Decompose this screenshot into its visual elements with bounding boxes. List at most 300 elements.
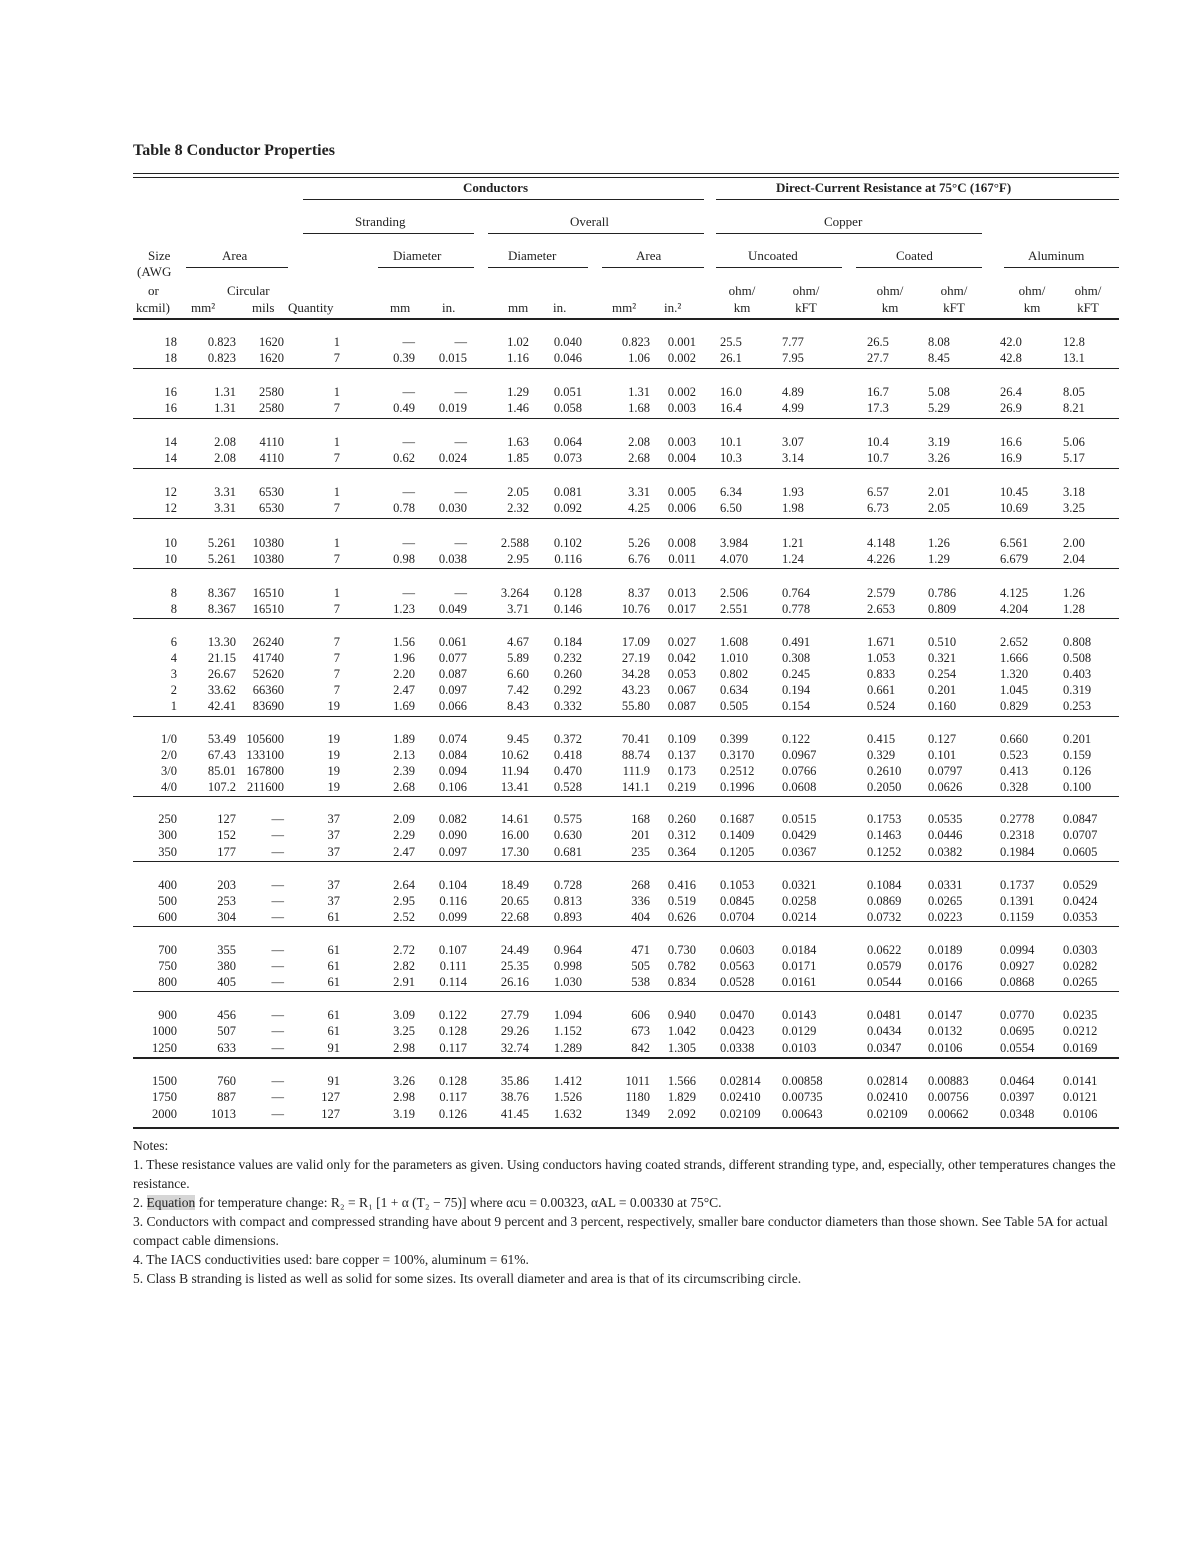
cell-overall-diameter-in: 0.998 [553, 959, 582, 973]
cell-coated-ohm-km: 2.579 [867, 586, 896, 600]
cell-size: 8 [170, 586, 177, 600]
cell-stranding-quantity: 7 [333, 501, 340, 515]
cell-overall-diameter-mm: 5.89 [507, 651, 529, 665]
note-2 [133, 1193, 1119, 1212]
cell-overall-diameter-in: 0.528 [553, 780, 582, 794]
cell-overall-diameter-in: 0.102 [553, 536, 582, 550]
cell-aluminum-ohm-kft: 0.159 [1063, 748, 1092, 762]
cell-area-circular-mils: — [271, 943, 284, 957]
cell-aluminum-ohm-km: 16.9 [1000, 451, 1022, 465]
cell-size: 400 [158, 878, 177, 892]
cell-uncoated-ohm-km: 1.608 [720, 635, 749, 649]
cell-coated-ohm-kft: 0.00883 [928, 1074, 969, 1088]
cell-stranding-quantity: 37 [327, 894, 340, 908]
cell-stranding-diameter-in: 0.038 [438, 552, 467, 566]
cell-uncoated-ohm-kft: 0.0214 [782, 910, 817, 924]
cell-aluminum-ohm-km: 0.2318 [1000, 828, 1035, 842]
cell-coated-ohm-kft: 0.00756 [928, 1090, 969, 1104]
cell-overall-diameter-mm: 2.05 [507, 485, 529, 499]
cell-overall-area-in2: 0.834 [667, 975, 696, 989]
cell-stranding-diameter-mm: — [402, 536, 415, 550]
cell-stranding-diameter-mm: 0.49 [393, 401, 415, 415]
cell-size: 1500 [152, 1074, 177, 1088]
cell-overall-diameter-mm: 17.30 [500, 845, 529, 859]
cell-size: 1/0 [161, 732, 177, 746]
cell-stranding-diameter-mm: 2.98 [393, 1090, 415, 1104]
cell-coated-ohm-km: 27.7 [867, 351, 889, 365]
cell-uncoated-ohm-km: 0.1687 [720, 812, 755, 826]
cell-stranding-quantity: 7 [333, 651, 340, 665]
rule-uncoated [716, 267, 842, 268]
cell-coated-ohm-km: 0.2610 [867, 764, 902, 778]
cell-overall-diameter-mm: 3.71 [507, 602, 529, 616]
cell-stranding-quantity: 7 [333, 401, 340, 415]
cell-overall-area-in2: 0.042 [667, 651, 696, 665]
cell-area-mm2: 887 [217, 1090, 236, 1104]
cell-stranding-diameter-mm: 2.09 [393, 812, 415, 826]
cell-uncoated-ohm-kft: 0.308 [782, 651, 811, 665]
cell-coated-ohm-km: 0.1753 [867, 812, 902, 826]
cell-uncoated-ohm-kft: 0.194 [782, 683, 811, 697]
cell-overall-diameter-mm: 1.29 [507, 385, 529, 399]
cell-overall-area-in2: 1.566 [667, 1074, 696, 1088]
cell-aluminum-ohm-kft: 0.100 [1063, 780, 1092, 794]
cell-uncoated-ohm-km: 10.3 [720, 451, 742, 465]
cell-overall-area-in2: 0.006 [667, 501, 696, 515]
header-aluminum-ohm-kft-1: ohm/ [1074, 283, 1102, 298]
cell-size: 600 [158, 910, 177, 924]
cell-area-mm2: 0.823 [207, 351, 236, 365]
cell-stranding-quantity: 91 [327, 1074, 340, 1088]
cell-aluminum-ohm-km: 0.0464 [1000, 1074, 1035, 1088]
cell-area-circular-mils: 4110 [259, 435, 284, 449]
cell-stranding-diameter-in: 0.097 [438, 845, 467, 859]
cell-aluminum-ohm-km: 0.0927 [1000, 959, 1035, 973]
cell-area-mm2: 26.67 [207, 667, 236, 681]
cell-size: 2 [170, 683, 177, 697]
cell-overall-area-mm2: 1.68 [628, 401, 650, 415]
cell-overall-area-mm2: 505 [631, 959, 650, 973]
cell-aluminum-ohm-km: 10.69 [1000, 501, 1029, 515]
cell-aluminum-ohm-kft: 5.17 [1063, 451, 1085, 465]
cell-size: 800 [158, 975, 177, 989]
header-uncoated-ohm-kft-1: ohm/ [792, 283, 820, 298]
cell-uncoated-ohm-km: 1.010 [720, 651, 749, 665]
cell-area-circular-mils: 167800 [246, 764, 284, 778]
notes-heading: Notes: [133, 1138, 169, 1153]
cell-area-mm2: 5.261 [207, 536, 236, 550]
header-area: Area [222, 248, 248, 263]
cell-area-circular-mils: — [271, 1024, 284, 1038]
cell-overall-diameter-mm: 3.264 [500, 586, 529, 600]
cell-overall-diameter-mm: 4.67 [507, 635, 529, 649]
header-size-2: (AWG [137, 264, 172, 279]
group-rule [133, 1057, 1119, 1059]
cell-stranding-quantity: 1 [333, 536, 340, 550]
cell-overall-area-in2: 0.137 [667, 748, 696, 762]
cell-overall-area-in2: 0.312 [667, 828, 696, 842]
cell-aluminum-ohm-kft: 8.21 [1063, 401, 1085, 415]
cell-stranding-diameter-mm: — [402, 485, 415, 499]
cell-coated-ohm-kft: 0.0382 [928, 845, 963, 859]
cell-stranding-diameter-in: 0.094 [438, 764, 467, 778]
cell-overall-area-in2: 0.005 [667, 485, 696, 499]
notes [133, 1136, 1119, 1288]
cell-area-circular-mils: — [271, 878, 284, 892]
header-circular: Circular [227, 283, 270, 298]
cell-uncoated-ohm-kft: 0.0608 [782, 780, 817, 794]
cell-overall-diameter-in: 0.813 [553, 894, 582, 908]
cell-area-circular-mils: — [271, 1041, 284, 1055]
cell-stranding-diameter-mm: 1.23 [393, 602, 415, 616]
cell-uncoated-ohm-km: 25.5 [720, 335, 742, 349]
cell-area-circular-mils: 1620 [259, 335, 284, 349]
cell-overall-diameter-mm: 13.41 [500, 780, 529, 794]
rule-coated [856, 267, 982, 268]
cell-area-mm2: 633 [217, 1041, 236, 1055]
header-coated-ohm-kft-1: ohm/ [940, 283, 968, 298]
header-overall-in: in. [553, 300, 567, 315]
cell-stranding-diameter-mm: 0.98 [393, 552, 415, 566]
cell-area-circular-mils: 52620 [252, 667, 284, 681]
cell-stranding-diameter-in: 0.024 [438, 451, 467, 465]
cell-stranding-quantity: 19 [327, 764, 340, 778]
cell-overall-area-mm2: 10.76 [621, 602, 650, 616]
rule-area [186, 267, 288, 268]
cell-stranding-diameter-mm: 2.47 [393, 683, 415, 697]
cell-uncoated-ohm-kft: 1.21 [782, 536, 804, 550]
cell-stranding-diameter-in: 0.126 [438, 1107, 467, 1121]
cell-area-circular-mils: 4110 [259, 451, 284, 465]
cell-overall-area-mm2: 27.19 [621, 651, 650, 665]
cell-coated-ohm-km: 0.2050 [867, 780, 902, 794]
cell-stranding-quantity: 7 [333, 451, 340, 465]
cell-uncoated-ohm-kft: 0.0515 [782, 812, 817, 826]
cell-overall-area-in2: 0.782 [667, 959, 696, 973]
cell-area-mm2: 8.367 [207, 602, 236, 616]
header-aluminum: Aluminum [1028, 248, 1085, 263]
cell-stranding-diameter-mm: — [402, 586, 415, 600]
cell-overall-diameter-mm: 29.26 [500, 1024, 529, 1038]
cell-uncoated-ohm-kft: 0.0321 [782, 878, 817, 892]
cell-aluminum-ohm-kft: 0.319 [1063, 683, 1092, 697]
cell-overall-diameter-in: 0.092 [553, 501, 582, 515]
cell-overall-area-mm2: 201 [631, 828, 650, 842]
cell-stranding-quantity: 37 [327, 828, 340, 842]
cell-stranding-quantity: 37 [327, 812, 340, 826]
cell-stranding-diameter-mm: 2.82 [393, 959, 415, 973]
cell-uncoated-ohm-kft: 4.89 [782, 385, 804, 399]
cell-area-circular-mils: — [271, 1107, 284, 1121]
header-mm2: mm² [191, 300, 216, 315]
cell-area-mm2: 405 [217, 975, 236, 989]
cell-area-mm2: 3.31 [214, 501, 236, 515]
cell-coated-ohm-km: 0.415 [867, 732, 896, 746]
cell-area-mm2: 203 [217, 878, 236, 892]
cell-size: 14 [164, 435, 177, 449]
cell-overall-area-in2: 0.067 [667, 683, 696, 697]
cell-size: 500 [158, 894, 177, 908]
group-rule [133, 518, 1119, 519]
cell-stranding-diameter-in: 0.128 [438, 1024, 467, 1038]
cell-overall-diameter-in: 0.728 [553, 878, 582, 892]
cell-coated-ohm-km: 0.1252 [867, 845, 902, 859]
cell-uncoated-ohm-kft: 0.0161 [782, 975, 817, 989]
cell-aluminum-ohm-kft: 3.18 [1063, 485, 1085, 499]
cell-overall-diameter-mm: 8.43 [507, 699, 529, 713]
cell-overall-area-in2: 0.219 [667, 780, 696, 794]
cell-overall-area-in2: 0.416 [667, 878, 696, 892]
table-top-rule [133, 173, 1119, 178]
cell-overall-diameter-in: 0.081 [553, 485, 582, 499]
cell-stranding-quantity: 127 [321, 1107, 340, 1121]
cell-uncoated-ohm-km: 4.070 [720, 552, 749, 566]
cell-aluminum-ohm-kft: 0.201 [1063, 732, 1092, 746]
cell-overall-diameter-in: 1.412 [553, 1074, 582, 1088]
cell-area-mm2: 152 [217, 828, 236, 842]
cell-uncoated-ohm-km: 0.0704 [720, 910, 755, 924]
cell-uncoated-ohm-km: 0.02814 [720, 1074, 761, 1088]
cell-aluminum-ohm-kft: 2.00 [1063, 536, 1085, 550]
cell-area-circular-mils: 105600 [246, 732, 284, 746]
cell-stranding-diameter-mm: 3.25 [393, 1024, 415, 1038]
cell-uncoated-ohm-km: 0.0423 [720, 1024, 755, 1038]
cell-overall-diameter-mm: 35.86 [500, 1074, 529, 1088]
cell-stranding-quantity: 61 [327, 959, 340, 973]
cell-coated-ohm-km: 0.0434 [867, 1024, 902, 1038]
cell-stranding-diameter-in: 0.087 [438, 667, 467, 681]
cell-stranding-diameter-mm: 2.29 [393, 828, 415, 842]
cell-aluminum-ohm-km: 0.1737 [1000, 878, 1035, 892]
cell-overall-diameter-in: 1.094 [553, 1008, 582, 1022]
header-size-1: Size [148, 248, 171, 263]
cell-aluminum-ohm-km: 0.0397 [1000, 1090, 1035, 1104]
cell-area-mm2: 107.2 [207, 780, 236, 794]
cell-uncoated-ohm-kft: 0.00643 [782, 1107, 823, 1121]
cell-area-circular-mils: — [271, 1090, 284, 1104]
cell-coated-ohm-km: 0.02109 [867, 1107, 908, 1121]
cell-coated-ohm-kft: 0.127 [928, 732, 957, 746]
rule-overall [488, 233, 704, 234]
cell-coated-ohm-km: 0.0579 [867, 959, 902, 973]
header-conductors: Conductors [463, 180, 529, 195]
cell-aluminum-ohm-km: 0.829 [1000, 699, 1029, 713]
cell-coated-ohm-km: 0.0869 [867, 894, 902, 908]
cell-overall-diameter-in: 0.681 [553, 845, 582, 859]
cell-stranding-diameter-mm: 2.13 [393, 748, 415, 762]
header-aluminum-ohm-kft-2: kFT [1077, 300, 1099, 315]
cell-coated-ohm-kft: 0.321 [928, 651, 957, 665]
cell-overall-diameter-mm: 1.02 [507, 335, 529, 349]
cell-stranding-quantity: 19 [327, 732, 340, 746]
cell-coated-ohm-km: 0.1084 [867, 878, 902, 892]
cell-overall-diameter-mm: 24.49 [500, 943, 529, 957]
header-overall-area: Area [636, 248, 662, 263]
header-aluminum-ohm-km-1: ohm/ [1018, 283, 1046, 298]
cell-stranding-diameter-mm: — [402, 435, 415, 449]
cell-overall-area-mm2: 404 [631, 910, 650, 924]
cell-coated-ohm-km: 0.0544 [867, 975, 902, 989]
cell-overall-area-mm2: 88.74 [621, 748, 650, 762]
cell-coated-ohm-kft: 2.05 [928, 501, 950, 515]
cell-overall-diameter-in: 0.184 [553, 635, 582, 649]
cell-uncoated-ohm-km: 10.1 [720, 435, 742, 449]
header-uncoated-ohm-kft-2: kFT [795, 300, 817, 315]
cell-area-mm2: 13.30 [207, 635, 236, 649]
cell-stranding-diameter-in: 0.117 [439, 1041, 467, 1055]
cell-coated-ohm-km: 2.653 [867, 602, 896, 616]
rule-dc-resistance [716, 199, 1119, 200]
cell-overall-area-in2: 0.519 [667, 894, 696, 908]
header-uncoated: Uncoated [748, 248, 798, 263]
cell-stranding-diameter-mm: 2.52 [393, 910, 415, 924]
cell-stranding-quantity: 7 [333, 351, 340, 365]
cell-size: 300 [158, 828, 177, 842]
cell-uncoated-ohm-km: 0.1409 [720, 828, 755, 842]
cell-uncoated-ohm-kft: 0.0967 [782, 748, 817, 762]
cell-stranding-quantity: 127 [321, 1090, 340, 1104]
cell-uncoated-ohm-km: 0.0603 [720, 943, 755, 957]
cell-uncoated-ohm-km: 0.02109 [720, 1107, 761, 1121]
cell-coated-ohm-kft: 0.786 [928, 586, 957, 600]
cell-uncoated-ohm-km: 0.505 [720, 699, 749, 713]
cell-uncoated-ohm-km: 0.802 [720, 667, 749, 681]
cell-aluminum-ohm-km: 0.0348 [1000, 1107, 1035, 1121]
cell-overall-diameter-in: 0.146 [553, 602, 582, 616]
cell-area-mm2: 1.31 [214, 401, 236, 415]
cell-area-circular-mils: 133100 [246, 748, 284, 762]
cell-aluminum-ohm-km: 42.0 [1000, 335, 1022, 349]
cell-overall-diameter-in: 0.470 [553, 764, 582, 778]
cell-aluminum-ohm-km: 0.660 [1000, 732, 1029, 746]
cell-stranding-quantity: 1 [333, 435, 340, 449]
cell-overall-area-mm2: 471 [631, 943, 650, 957]
cell-overall-area-mm2: 842 [631, 1041, 650, 1055]
cell-area-circular-mils: — [271, 812, 284, 826]
cell-coated-ohm-km: 6.73 [867, 501, 889, 515]
cell-coated-ohm-kft: 0.0106 [928, 1041, 963, 1055]
cell-uncoated-ohm-kft: 3.07 [782, 435, 804, 449]
cell-uncoated-ohm-km: 0.399 [720, 732, 749, 746]
cell-uncoated-ohm-kft: 0.245 [782, 667, 811, 681]
cell-coated-ohm-kft: 0.0132 [928, 1024, 963, 1038]
cell-uncoated-ohm-km: 0.1996 [720, 780, 755, 794]
cell-size: 12 [164, 485, 177, 499]
cell-overall-diameter-mm: 2.588 [500, 536, 529, 550]
cell-overall-diameter-in: 1.152 [553, 1024, 582, 1038]
note-2-equation-highlight: Equation [146, 1195, 196, 1210]
cell-coated-ohm-km: 4.148 [867, 536, 896, 550]
cell-overall-diameter-in: 0.128 [553, 586, 582, 600]
cell-stranding-diameter-in: 0.106 [438, 780, 467, 794]
cell-aluminum-ohm-kft: 1.28 [1063, 602, 1085, 616]
cell-aluminum-ohm-kft: 0.508 [1063, 651, 1092, 665]
rule-copper [716, 233, 982, 234]
header-overall-mm: mm [508, 300, 529, 315]
cell-coated-ohm-km: 10.7 [867, 451, 889, 465]
cell-overall-diameter-mm: 41.45 [500, 1107, 529, 1121]
cell-uncoated-ohm-kft: 0.122 [782, 732, 811, 746]
cell-overall-area-mm2: 1349 [625, 1107, 650, 1121]
cell-size: 2000 [152, 1107, 177, 1121]
cell-coated-ohm-km: 0.0732 [867, 910, 902, 924]
cell-overall-area-mm2: 34.28 [621, 667, 650, 681]
cell-size: 8 [170, 602, 177, 616]
cell-area-circular-mils: 66360 [252, 683, 284, 697]
cell-area-circular-mils: — [271, 828, 284, 842]
cell-overall-area-in2: 2.092 [667, 1107, 696, 1121]
cell-coated-ohm-km: 0.524 [867, 699, 896, 713]
cell-overall-diameter-mm: 1.46 [507, 401, 529, 415]
cell-aluminum-ohm-km: 0.413 [1000, 764, 1029, 778]
cell-uncoated-ohm-km: 0.0470 [720, 1008, 755, 1022]
group-rule [133, 926, 1119, 927]
cell-size: 1750 [152, 1090, 177, 1104]
cell-aluminum-ohm-kft: 1.26 [1063, 586, 1085, 600]
cell-uncoated-ohm-kft: 7.95 [782, 351, 804, 365]
cell-coated-ohm-km: 10.4 [867, 435, 889, 449]
cell-stranding-diameter-in: 0.015 [438, 351, 467, 365]
cell-overall-diameter-mm: 26.16 [500, 975, 529, 989]
cell-area-mm2: 177 [217, 845, 236, 859]
cell-aluminum-ohm-kft: 0.126 [1063, 764, 1092, 778]
cell-stranding-diameter-mm: 2.47 [393, 845, 415, 859]
cell-area-circular-mils: 1620 [259, 351, 284, 365]
cell-size: 10 [164, 536, 177, 550]
rule-aluminum [1004, 267, 1119, 268]
cell-size: 1000 [152, 1024, 177, 1038]
cell-area-mm2: 85.01 [207, 764, 236, 778]
cell-area-circular-mils: 83690 [252, 699, 284, 713]
header-strand-mm: mm [390, 300, 411, 315]
cell-coated-ohm-kft: 1.26 [928, 536, 950, 550]
cell-stranding-diameter-in: 0.077 [438, 651, 467, 665]
cell-overall-diameter-mm: 11.94 [501, 764, 529, 778]
cell-uncoated-ohm-km: 0.1053 [720, 878, 755, 892]
cell-area-mm2: 355 [217, 943, 236, 957]
cell-area-mm2: 1.31 [214, 385, 236, 399]
cell-area-circular-mils: — [271, 910, 284, 924]
cell-overall-diameter-in: 1.289 [553, 1041, 582, 1055]
header-coated-ohm-km-2: km [881, 300, 899, 315]
header-strand-in: in. [442, 300, 456, 315]
cell-coated-ohm-km: 0.833 [867, 667, 896, 681]
cell-stranding-diameter-mm: 2.68 [393, 780, 415, 794]
cell-area-mm2: 3.31 [214, 485, 236, 499]
cell-aluminum-ohm-kft: 0.0265 [1063, 975, 1098, 989]
cell-area-mm2: 0.823 [207, 335, 236, 349]
cell-stranding-diameter-in: 0.117 [439, 1090, 467, 1104]
header-quantity: Quantity [288, 300, 334, 315]
cell-coated-ohm-kft: 2.01 [928, 485, 950, 499]
cell-size: 10 [164, 552, 177, 566]
cell-stranding-diameter-mm: 0.39 [393, 351, 415, 365]
header-overall-mm2: mm² [612, 300, 637, 315]
cell-stranding-diameter-in: — [454, 435, 467, 449]
cell-stranding-diameter-in: 0.116 [439, 894, 467, 908]
cell-area-mm2: 304 [217, 910, 236, 924]
cell-area-mm2: 1013 [211, 1107, 236, 1121]
cell-stranding-quantity: 19 [327, 748, 340, 762]
cell-stranding-diameter-in: 0.122 [438, 1008, 467, 1022]
cell-stranding-diameter-in: 0.030 [438, 501, 467, 515]
cell-overall-area-mm2: 538 [631, 975, 650, 989]
cell-overall-diameter-mm: 1.63 [507, 435, 529, 449]
cell-aluminum-ohm-kft: 0.808 [1063, 635, 1092, 649]
cell-overall-area-mm2: 673 [631, 1024, 650, 1038]
cell-overall-area-mm2: 70.41 [621, 732, 650, 746]
header-stranding: Stranding [355, 214, 406, 229]
